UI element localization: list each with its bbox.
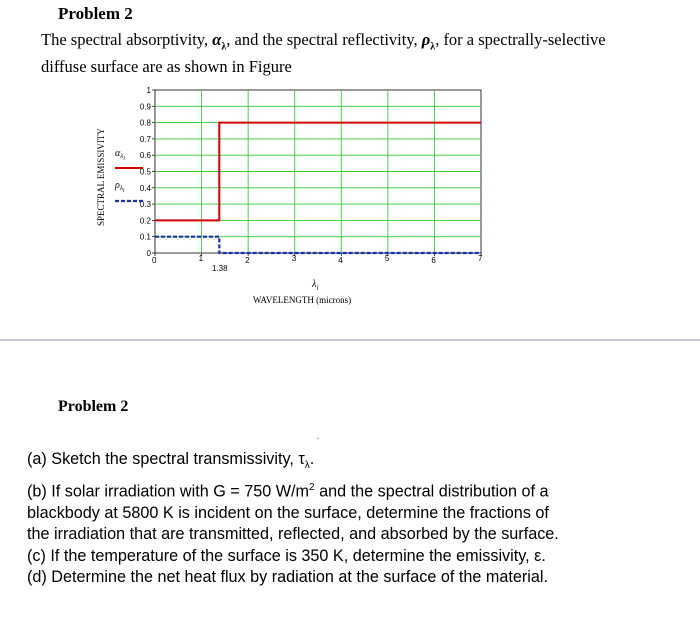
x-tick-label-5: 5 [384, 254, 390, 263]
y-tick-label-0.8: 0.8 [139, 118, 151, 128]
y-axis-label: SPECTRAL EMISSIVITY [96, 128, 106, 226]
section-divider [0, 339, 700, 341]
y-ticks [140, 86, 155, 258]
part-c: (c) If the temperature of the surface is 350 K, determine the emissivity, ε. [27, 546, 546, 565]
problem-title-2: Problem 2 [58, 398, 129, 415]
legend-alpha-label: $\alpha_{\lambda i}$ [115, 148, 125, 162]
stray-mark: · [316, 434, 320, 445]
x-tick-label-7: 7 [478, 254, 483, 263]
x-tick-label-0: 0 [152, 256, 157, 265]
x-tick-label-6: 6 [431, 256, 436, 265]
part-b-line-1: (b) If solar irradiation with G = 750 $W/m^2$ and the spectral distribution of a [27, 481, 549, 501]
x-axis-label: WAVELENGTH (microns) [253, 295, 352, 305]
y-tick-label-1: 1 [146, 86, 151, 95]
y-tick-label-0.7: 0.7 [139, 134, 151, 144]
intro-line-1: The spectral absorptivity, $\alpha_\lambda$, and the spectral reflectivity, $\rho_\lambda$, for a spectrally-selective [41, 30, 606, 53]
x-tick-label-2: 2 [245, 256, 250, 265]
y-tick-label-0.3: 0.3 [139, 200, 151, 210]
y-tick-label-0.2: 0.2 [139, 216, 151, 226]
y-tick-label-0.1: 0.1 [139, 232, 151, 242]
y-tick-label-0.5: 0.5 [139, 167, 151, 177]
part-d: (d) Determine the net heat flux by radiation at the surface of the material. [27, 568, 548, 587]
part-b-line-2: blackbody at 5800 K is incident on the surface, determine the fractions of [27, 503, 549, 522]
x-var-label: $\lambda_i$ [312, 279, 319, 292]
problem-parts [27, 449, 687, 589]
x-tick-label-4: 4 [338, 256, 343, 265]
x-ticks [152, 253, 483, 265]
y-tick-label-0.6: 0.6 [139, 151, 151, 161]
intro-line-2: diffuse surface are as shown in Figure [41, 57, 292, 77]
x-annotation-1-38: 1.38 [212, 264, 228, 273]
y-tick-label-0: 0 [146, 249, 151, 258]
legend-rho-label: $\rho_{\lambda i}$ [115, 180, 125, 194]
part-b-line-3: the irradiation that are transmitted, reflected, and absorbed by the surface. [27, 525, 559, 544]
problem-title: Problem 2 [58, 4, 133, 23]
y-tick-label-0.9: 0.9 [139, 102, 151, 112]
part-a: (a) Sketch the spectral transmissivity, $\tau_\lambda$. [27, 450, 315, 472]
x-tick-label-1: 1 [198, 254, 204, 263]
grid [155, 90, 481, 253]
rho-series-line [155, 237, 481, 253]
x-tick-label-3: 3 [291, 254, 297, 263]
y-tick-label-0.4: 0.4 [139, 183, 151, 193]
